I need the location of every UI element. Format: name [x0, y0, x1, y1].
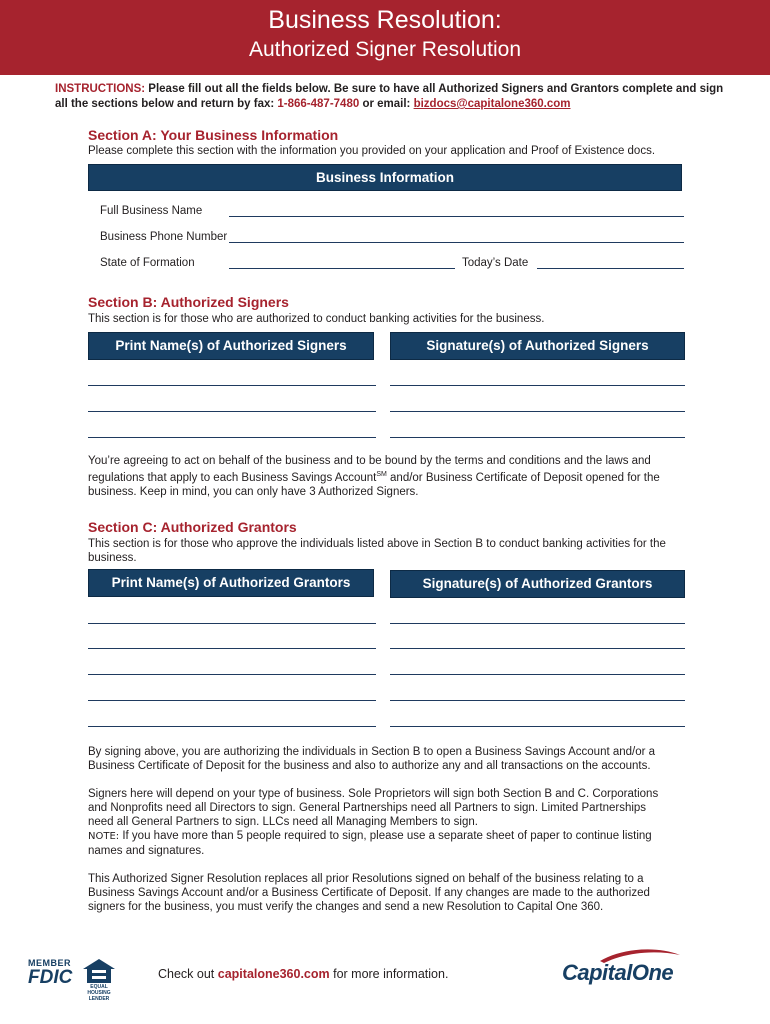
grantor-name-field[interactable]	[88, 674, 376, 675]
signer-signature-field[interactable]	[390, 385, 685, 386]
signers-paragraph	[88, 787, 668, 858]
grantor-name-field[interactable]	[88, 726, 376, 727]
grantor-signature-field[interactable]	[390, 674, 685, 675]
signer-name-field[interactable]	[88, 385, 376, 386]
email-link[interactable]: bizdocs@capitalone360.com	[413, 98, 571, 110]
full-business-name-label: Full Business Name	[100, 205, 203, 217]
section-c-desc: This section is for those who approve the individuals listed above in Section B to conduct banking activities for the business.	[88, 538, 666, 564]
grantor-signatures-header: Signature(s) of Authorized Grantors	[390, 570, 685, 598]
signer-name-field[interactable]	[88, 411, 376, 412]
grantor-names-header: Print Name(s) of Authorized Grantors	[88, 569, 374, 597]
section-b-terms	[88, 454, 668, 499]
section-a-desc: Please complete this section with the information you provided on your application and Proof of Existence docs.	[88, 145, 656, 157]
footer-link[interactable]: capitalone360.com	[217, 967, 330, 981]
note-text: If you have more than 5 people required to sign, please use a separate sheet of paper to continue listing names and signatures.	[88, 830, 652, 857]
section-a-title: Section A: Your Business Information	[88, 127, 339, 143]
grantor-signature-field[interactable]	[390, 648, 685, 649]
section-b-desc: This section is for those who are authorized to conduct banking activities for the business.	[88, 313, 545, 325]
house-icon	[82, 958, 116, 984]
signer-signature-field[interactable]	[390, 437, 685, 438]
business-phone-field[interactable]	[229, 242, 684, 243]
instructions	[55, 82, 735, 112]
grantor-name-field[interactable]	[88, 700, 376, 701]
note-label: NOTE:	[88, 831, 120, 842]
header-banner	[0, 0, 770, 75]
authorization-paragraph: By signing above, you are authorizing the individuals in Section B to open a Business Savings Account and/or a Business Certificate of Deposit for the business and also to authorize any and all transactions on the accounts.	[88, 746, 656, 772]
replaces-paragraph: This Authorized Signer Resolution replaces all prior Resolutions signed on behalf of the business relating to a Business Savings Account and/or a Business Certificate of Deposit. If any changes are made to the authorized signers for the business, you must verify the changes and send a new Resolution to Capital One 360.	[88, 873, 650, 913]
grantor-signature-field[interactable]	[390, 726, 685, 727]
section-c-title: Section C: Authorized Grantors	[88, 519, 297, 535]
footer-post: for more information.	[329, 967, 449, 981]
instructions-label: INSTRUCTIONS:	[55, 83, 146, 95]
business-phone-label: Business Phone Number	[100, 231, 228, 243]
footer-pre: Check out	[158, 967, 218, 981]
or-email-text: or email:	[362, 98, 411, 110]
state-of-formation-label: State of Formation	[100, 257, 195, 269]
fdic-logo	[28, 958, 78, 998]
state-of-formation-field[interactable]	[229, 268, 455, 269]
footer-text	[158, 967, 448, 981]
grantor-signature-field[interactable]	[390, 623, 685, 624]
instructions-text: Please fill out all the fields below. Be sure to have all Authorized Signers and Grantors complete and sign all the sections below and return by fax:	[55, 83, 724, 110]
signers-text: Signers here will depend on your type of business. Sole Proprietors will sign both Section B and C. Corporations and Nonprofits need all Directors to sign. General Partnerships need all Partners to sign. Limited Partnerships need all General Partners to sign. LLCs need all Managing Members to sign.	[88, 788, 659, 828]
page-subtitle: Authorized Signer Resolution	[249, 38, 521, 61]
section-b-title: Section B: Authorized Signers	[88, 294, 289, 310]
capital-one-logo	[560, 947, 690, 997]
signer-signature-field[interactable]	[390, 411, 685, 412]
full-business-name-field[interactable]	[229, 216, 684, 217]
todays-date-field[interactable]	[537, 268, 684, 269]
signer-signatures-header: Signature(s) of Authorized Signers	[390, 332, 685, 360]
equal-housing-lender-logo	[82, 958, 116, 1002]
todays-date-label: Today’s Date	[462, 257, 529, 269]
terms-part-1: You’re agreeing to act on behalf of the business and to be bound by the terms and conditions and the laws and regulations that apply to each Business Savings Account	[88, 455, 651, 484]
grantor-name-field[interactable]	[88, 623, 376, 624]
page-title: Business Resolution:	[268, 6, 502, 34]
signer-names-header: Print Name(s) of Authorized Signers	[88, 332, 374, 360]
terms-part-2: and/or Business Certificate of Deposit opened for the business. Keep in mind, you can only have 3 Authorized Signers.	[88, 471, 660, 498]
grantor-signature-field[interactable]	[390, 700, 685, 701]
signer-name-field[interactable]	[88, 437, 376, 438]
business-information-bar: Business Information	[88, 164, 682, 191]
service-mark: SM	[376, 471, 387, 478]
fdic-mark: FDIC	[28, 967, 73, 988]
grantor-name-field[interactable]	[88, 648, 376, 649]
fax-number: 1-866-487-7480	[277, 98, 360, 110]
fdic-member: MEMBER	[28, 958, 71, 968]
housing-lender-text: EQUAL HOUSING LENDER	[87, 984, 111, 1002]
capital-one-wordmark: CapitalOne	[562, 960, 674, 985]
